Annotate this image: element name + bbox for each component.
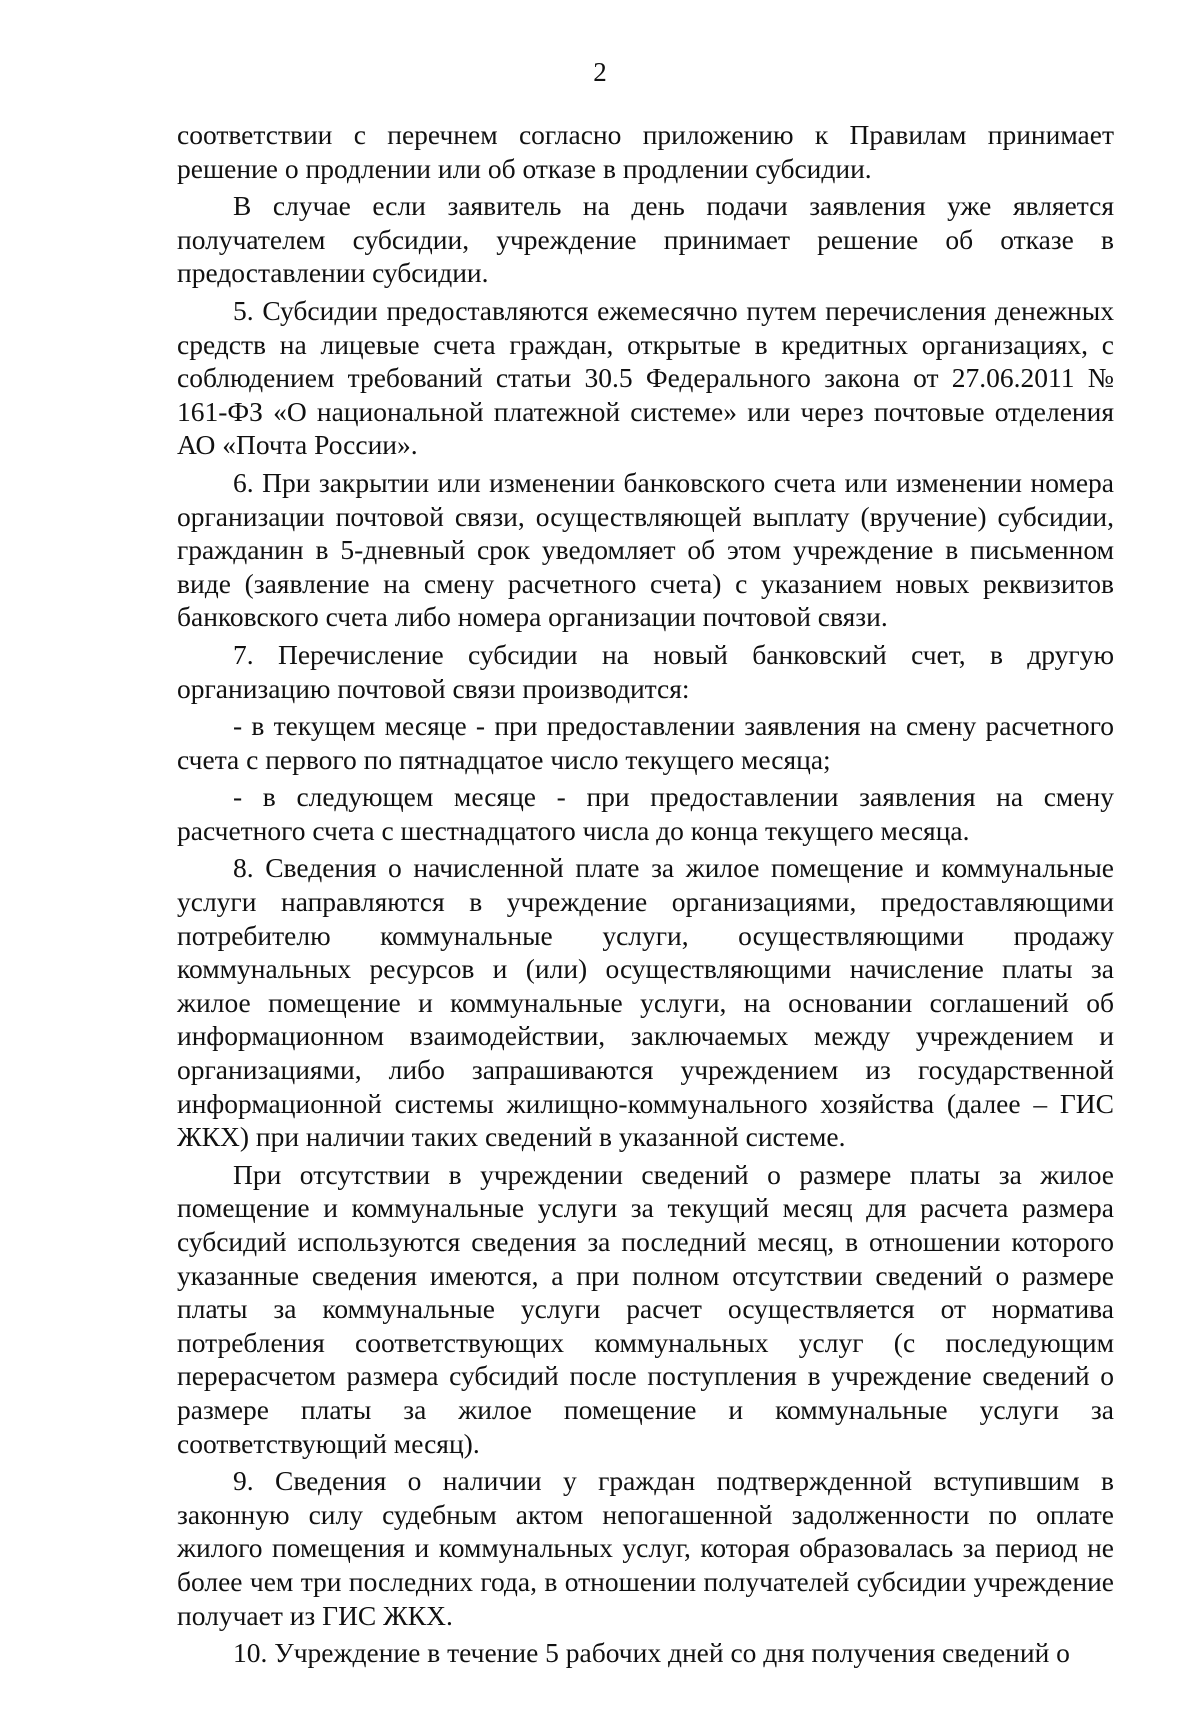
paragraph-item-8-absence: При отсутствии в учреждении сведений о размере платы за жилое помещение и коммунальные услуги за текущий месяц для расчета размера субсидий используются сведения за последний месяц, в отношении которого указанные сведения имеются, а при полном отсутствии сведений о размере платы за коммунальные услуги расчет осуществляется от норматива потребления соответствующих коммунальных услуг (с последующим перерасчетом размера субсидий после поступления в учреждение сведений о размере платы за жилое помещение и коммунальные услуги за соответствующий месяц). — [177, 1158, 1114, 1459]
paragraph-continuation: соответствии с перечнем согласно приложению к Правилам принимает решение о продлении или об отказе в продлении субсидии. — [177, 119, 1114, 184]
document-body — [177, 118, 1114, 1674]
paragraph-item-7-current-month: - в текущем месяце - при предоставлении заявления на смену расчетного счета с первого по пятнадцатое число текущего месяца; — [177, 710, 1114, 775]
paragraph-item-10: 10. Учреждение в течение 5 рабочих дней со дня получения сведений о — [233, 1637, 1070, 1669]
page-number: 2 — [593, 57, 607, 87]
paragraph-item-9: 9. Сведения о наличии у граждан подтвержденной вступившим в законную силу судебным актом непогашенной задолженности по оплате жилого помещения и коммунальных услуг, которая образовалась за период не более чем три последних года, в отношении получателей субсидии учреждение получает из ГИС ЖКХ. — [177, 1465, 1114, 1631]
paragraph-item-8: 8. Сведения о начисленной плате за жилое помещение и коммунальные услуги направляются в учреждение организациями, предоставляющими потребителю коммунальные услуги, осуществляющими продажу коммунальных ресурсов и (или) осуществляющими начисление платы за жилое помещение и коммунальные услуги, на основании соглашений об информационном взаимодействии, заключаемых между учреждением и организациями, либо запрашиваются учреждением из государственной информационной системы жилищно-коммунального хозяйства (далее – ГИС ЖКХ) при наличии таких сведений в указанной системе. — [177, 852, 1114, 1153]
paragraph-item-5: 5. Субсидии предоставляются ежемесячно путем перечисления денежных средств на лицевые счета граждан, открытые в кредитных организациях, с соблюдением требований статьи 30.5 Федерального закона от 27.06.2011 № 161-ФЗ «О национальной платежной системе» или через почтовые отделения АО «Почта России». — [177, 294, 1114, 461]
paragraph-item-7: 7. Перечисление субсидии на новый банковский счет, в другую организацию почтовой связи производится: — [177, 638, 1114, 704]
paragraph-refusal-case: В случае если заявитель на день подачи заявления уже является получателем субсидии, учреждение принимает решение об отказе в предоставлении субсидии. — [177, 190, 1114, 289]
paragraph-item-6: 6. При закрытии или изменении банковского счета или изменении номера организации почтовой связи, осуществляющей выплату (вручение) субсидии, гражданин в 5-дневный срок уведомляет об этом учреждение в письменном виде (заявление на смену расчетного счета) с указанием новых реквизитов банковского счета либо номера организации почтовой связи. — [177, 466, 1114, 633]
paragraph-item-7-next-month: - в следующем месяце - при предоставлении заявления на смену расчетного счета с шестнадцатого числа до конца текущего месяца. — [177, 781, 1114, 846]
